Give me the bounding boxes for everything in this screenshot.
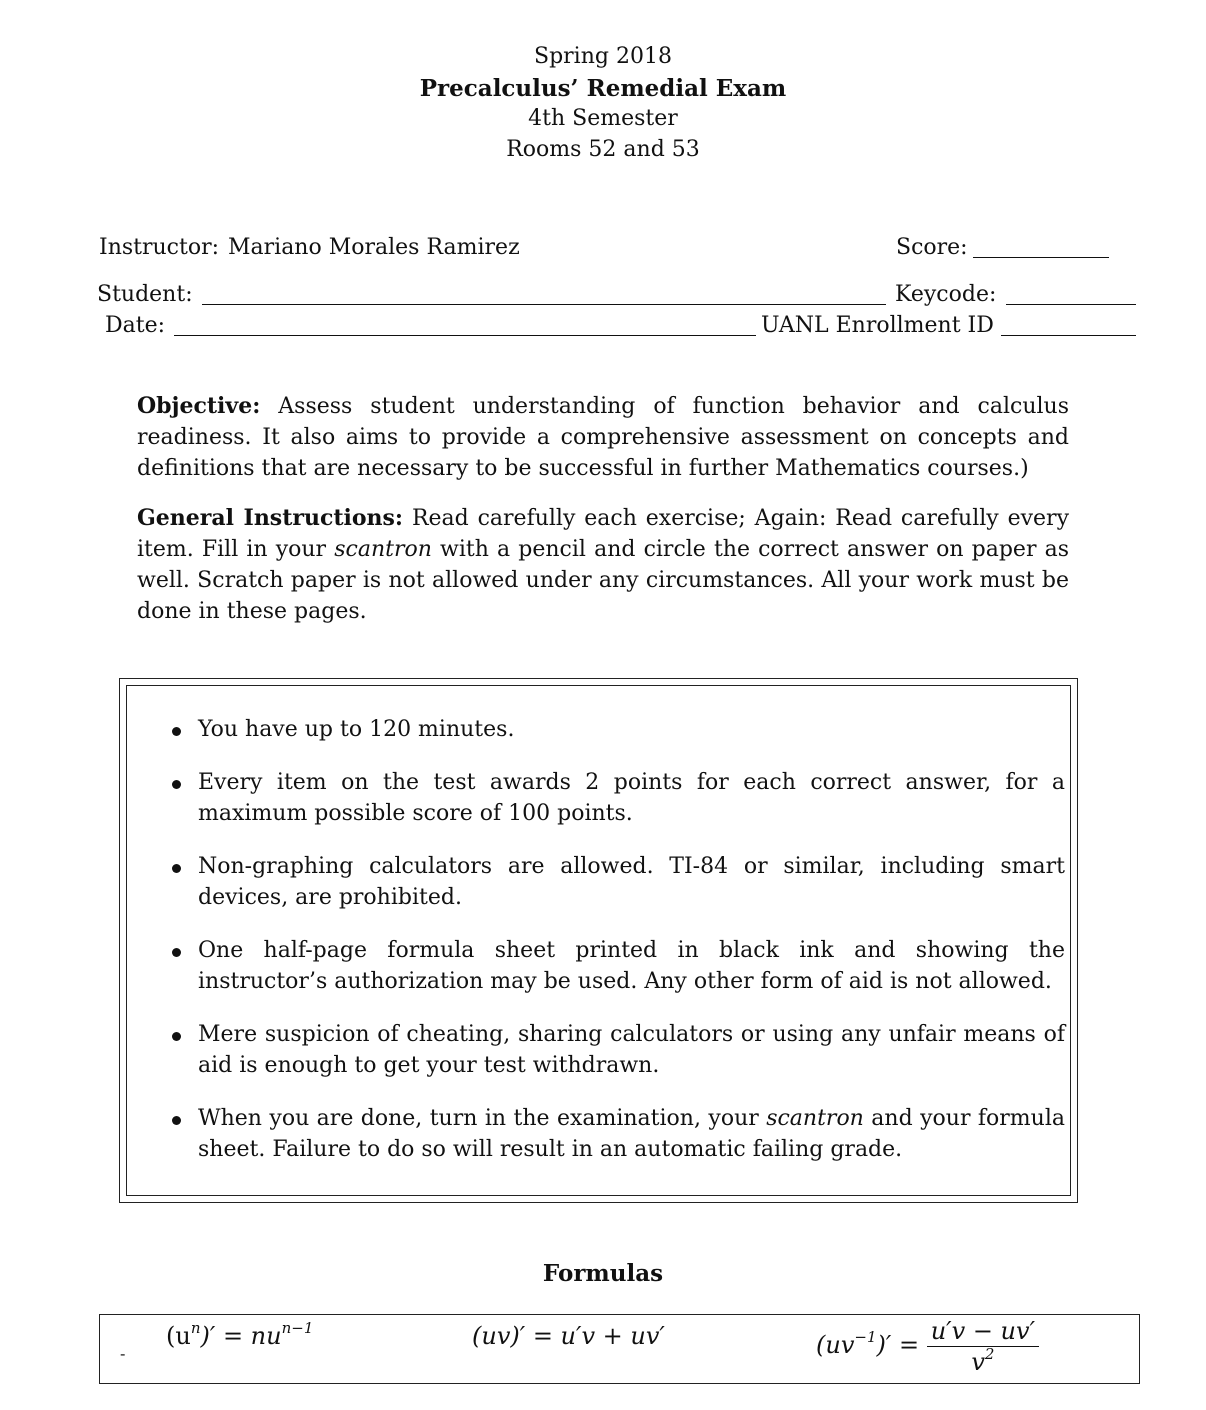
rule-text: You have up to 120 minutes. bbox=[198, 717, 515, 742]
product-rule-formula: (uv)′ = u′v + uv′ bbox=[472, 1322, 665, 1350]
objective-label: Objective: bbox=[137, 393, 261, 419]
formula-dash: - bbox=[120, 1344, 126, 1363]
date-blank[interactable] bbox=[174, 335, 756, 336]
instructions-text-1: Read carefully each exercise; Again: Read carefully every item. Fill in your bbox=[137, 506, 1069, 562]
instructions-text-2: with a pencil and circle the correct answer on paper as well. Scratch paper is not allowed under any circumstances. All your work must be done in these pages. bbox=[137, 537, 1069, 624]
bullet-icon bbox=[172, 727, 181, 736]
formulas-heading: Formulas bbox=[542, 1260, 664, 1287]
last-rule-text-1: When you are done, turn in the examination, your bbox=[198, 1106, 759, 1131]
power-rule-lhs: (u bbox=[166, 1322, 191, 1350]
exam-rooms: Rooms 52 and 53 bbox=[506, 137, 700, 162]
rule-text: One half-page formula sheet printed in black ink and showing the instructor’s authorization may be used. Any other form of aid is not allowed. bbox=[198, 938, 1065, 994]
bullet-icon bbox=[172, 1116, 181, 1125]
quotient-rule-mid: )′ = bbox=[876, 1331, 920, 1359]
score-label: Score: bbox=[896, 235, 968, 260]
rule-text: Non-graphing calculators are allowed. TI-84 or similar, including smart devices, are prohibited. bbox=[198, 854, 1065, 910]
instructions-label: General Instructions: bbox=[137, 505, 404, 531]
enrollment-label: UANL Enrollment ID bbox=[761, 313, 994, 338]
power-rule-sup2: n−1 bbox=[281, 1319, 314, 1337]
rule-text: Every item on the test awards 2 points for each correct answer, for a maximum possible score of 100 points. bbox=[198, 770, 1065, 826]
quotient-rule-formula bbox=[816, 1318, 1039, 1375]
objective-paragraph bbox=[137, 391, 1069, 484]
instructor-label: Instructor: bbox=[99, 235, 220, 260]
score-blank[interactable] bbox=[973, 257, 1109, 258]
quotient-rule-den-sup: 2 bbox=[984, 1345, 995, 1363]
power-rule-sup: n bbox=[190, 1319, 201, 1337]
instructions-scantron: scantron bbox=[334, 537, 432, 562]
rule-item bbox=[170, 1103, 1065, 1165]
last-rule-scantron: scantron bbox=[766, 1106, 864, 1131]
exam-semester: 4th Semester bbox=[528, 106, 678, 131]
rule-item bbox=[170, 714, 1065, 745]
quotient-rule-sup: −1 bbox=[854, 1328, 877, 1346]
bullet-icon bbox=[172, 948, 181, 957]
bullet-icon bbox=[172, 1032, 181, 1041]
rule-item bbox=[170, 1019, 1065, 1081]
rule-item bbox=[170, 851, 1065, 913]
bullet-icon bbox=[172, 780, 181, 789]
student-label: Student: bbox=[97, 282, 193, 307]
exam-term: Spring 2018 bbox=[534, 44, 672, 69]
bullet-icon bbox=[172, 864, 181, 873]
quotient-rule-denominator bbox=[927, 1347, 1039, 1375]
objective-text: Assess student understanding of function behavior and calculus readiness. It also aims to provide a comprehensive assessment on concepts and definitions that are necessary to be successful in further Mathematics courses.) bbox=[137, 394, 1069, 481]
keycode-blank[interactable] bbox=[1006, 304, 1136, 305]
quotient-rule-den-base: v bbox=[971, 1348, 985, 1376]
enrollment-blank[interactable] bbox=[1001, 335, 1136, 336]
keycode-label: Keycode: bbox=[895, 282, 997, 307]
instructions-paragraph bbox=[137, 503, 1069, 627]
quotient-rule-fraction bbox=[927, 1318, 1039, 1375]
rule-item bbox=[170, 935, 1065, 997]
quotient-rule-numerator: u′v − uv′ bbox=[927, 1318, 1039, 1347]
power-rule-mid: )′ = nu bbox=[200, 1322, 282, 1350]
exam-title: Precalculus’ Remedial Exam bbox=[419, 75, 787, 102]
date-label: Date: bbox=[105, 313, 166, 338]
quotient-rule-lhs: (uv bbox=[816, 1331, 855, 1359]
power-rule-formula bbox=[166, 1319, 314, 1350]
student-blank[interactable] bbox=[202, 304, 886, 305]
rule-item bbox=[170, 767, 1065, 829]
rule-text: Mere suspicion of cheating, sharing calculators or using any unfair means of aid is enough to get your test withdrawn. bbox=[198, 1022, 1065, 1078]
instructor-name: Mariano Morales Ramirez bbox=[228, 235, 520, 260]
last-rule-text-2: and your formula sheet. Failure to do so will result in an automatic failing grade. bbox=[198, 1106, 1065, 1162]
rules-list bbox=[170, 714, 1065, 1187]
